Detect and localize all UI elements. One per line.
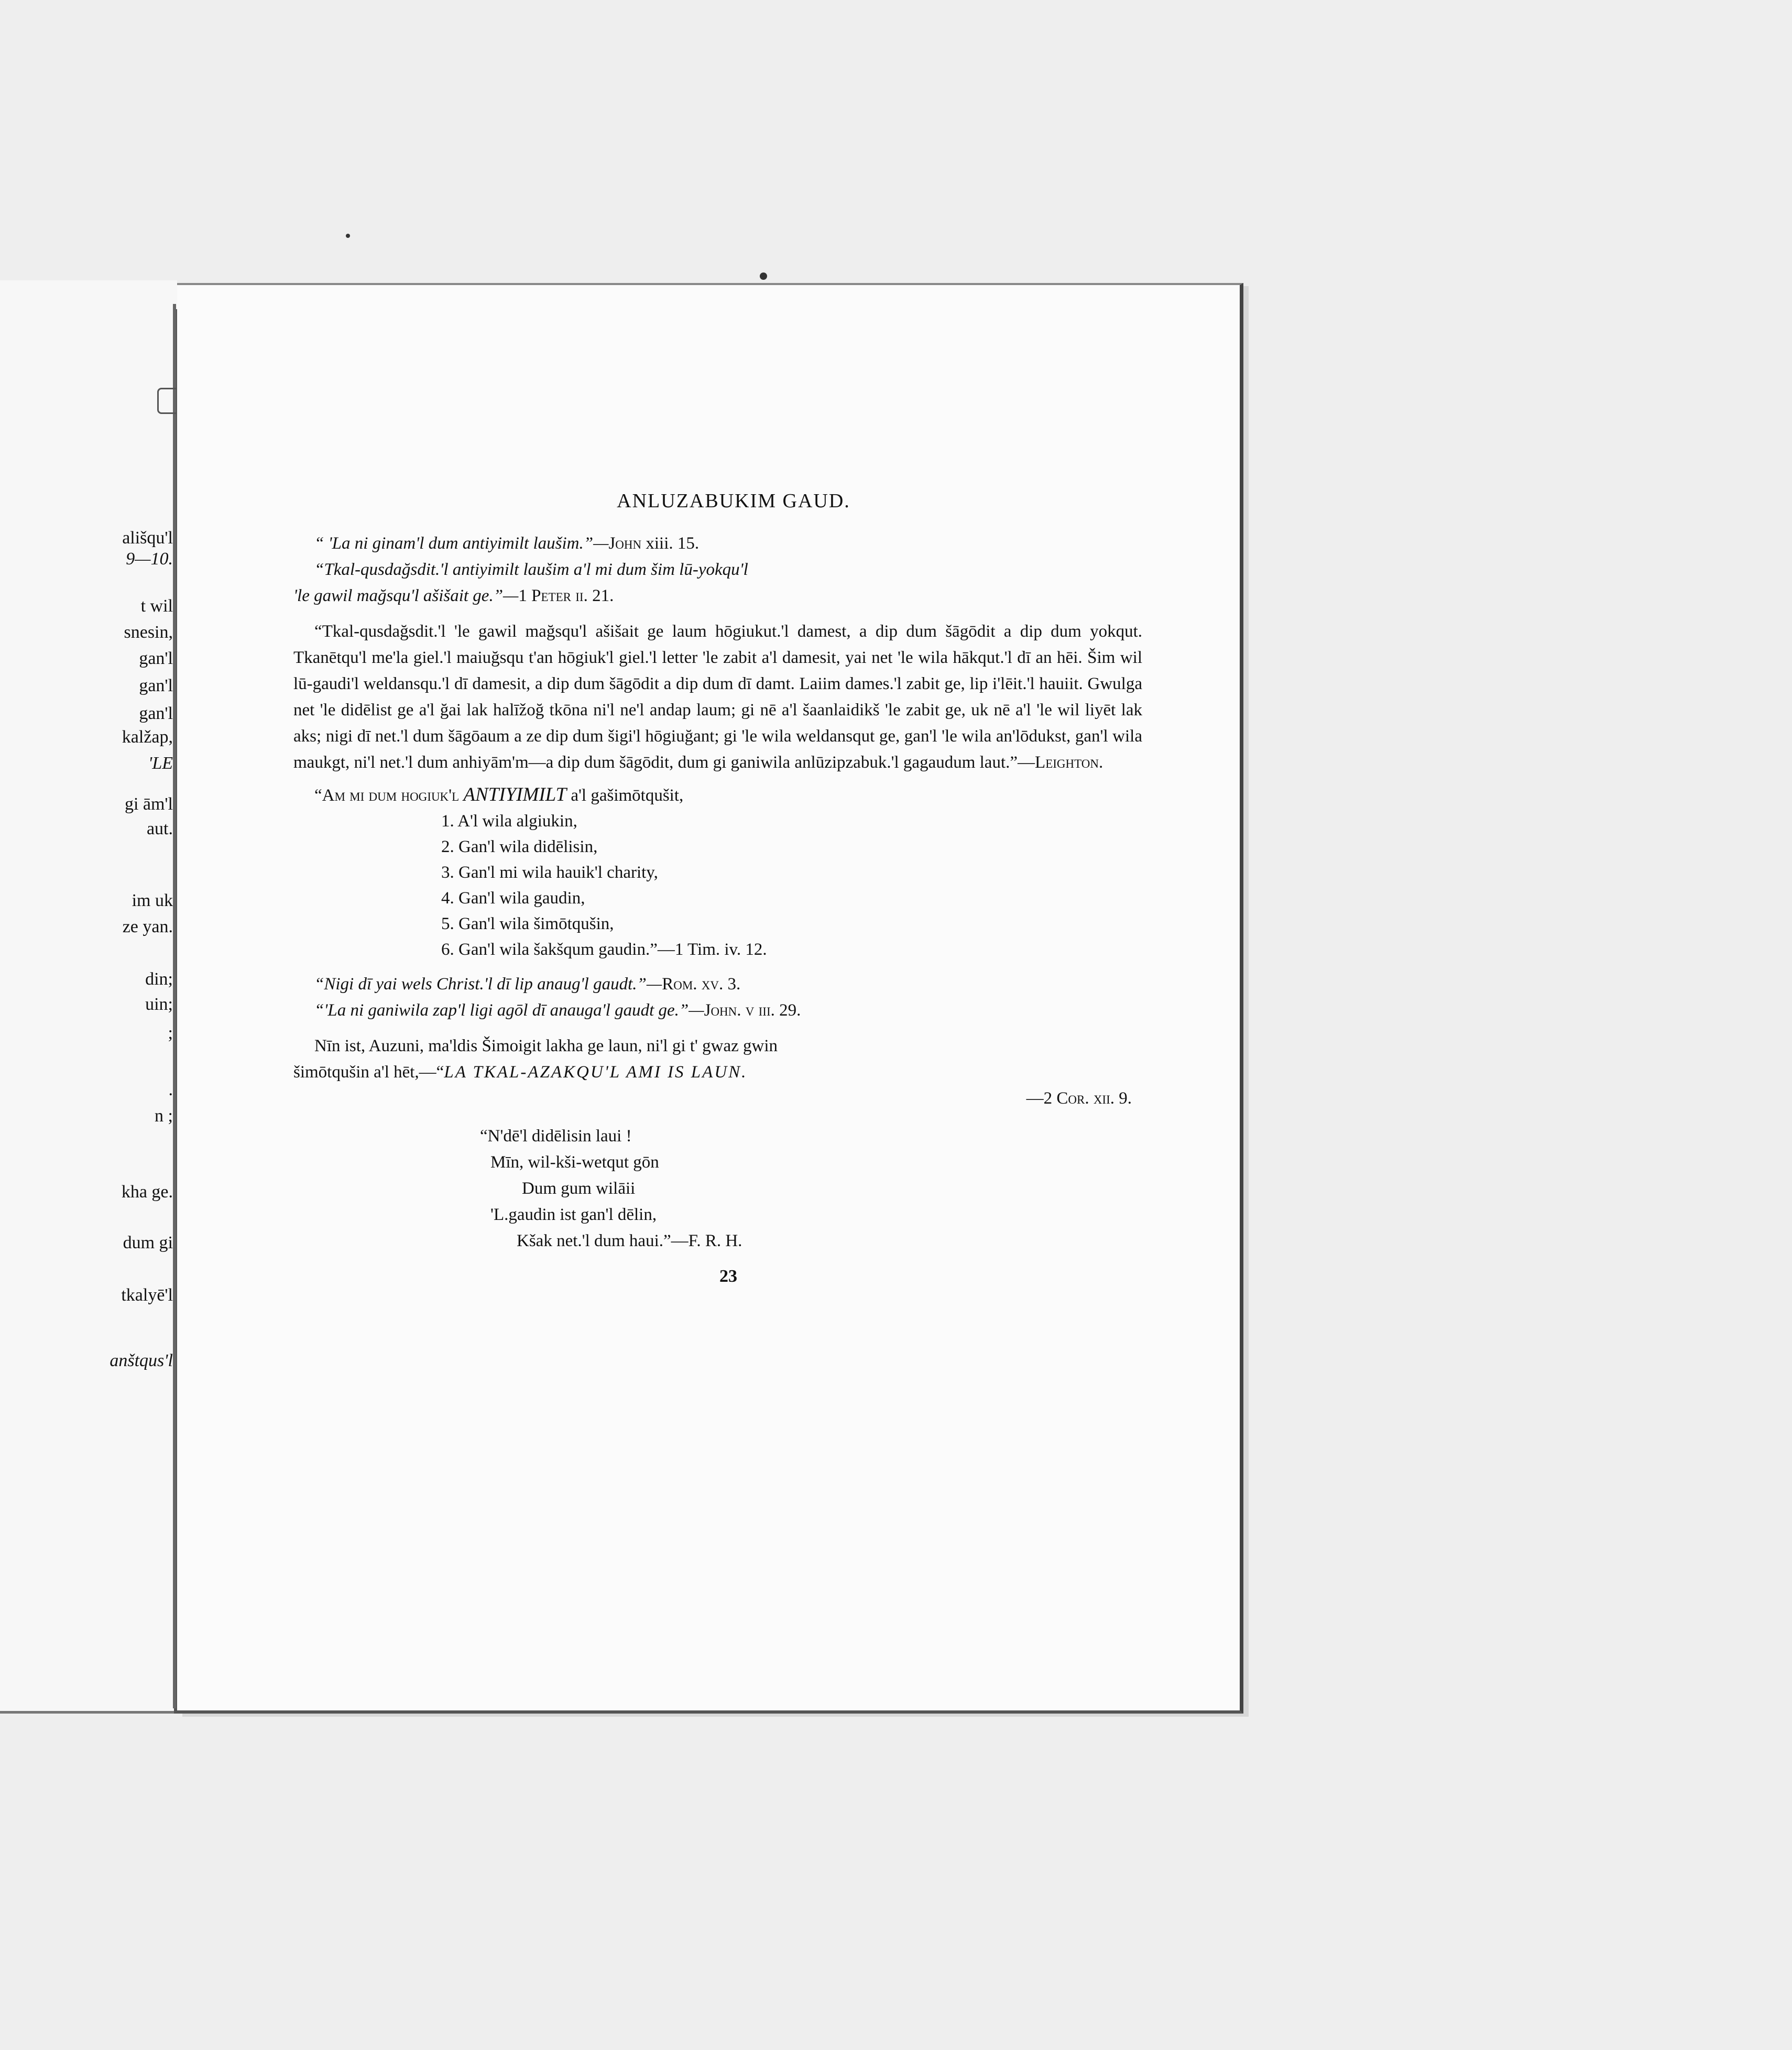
- left-page-line: snesin,: [124, 623, 173, 642]
- left-page-line: .: [168, 1080, 173, 1099]
- quote-john: [293, 997, 1142, 1023]
- epigraph-peter-text: 'le gawil mağsqu'l ašišait ge.”—: [293, 586, 519, 605]
- page-title: ANLUZABUKIM GAUD.: [617, 490, 850, 512]
- am-mi-italic: ANTIYIMILT: [463, 784, 567, 805]
- am-mi-prefix: “Am mi dum hogiuk'l: [314, 786, 464, 805]
- body-paragraph: [293, 618, 1142, 776]
- left-page-line: kha ge.: [121, 1182, 173, 1202]
- left-page-line: ze yan.: [122, 917, 173, 936]
- list-item: 6. Gan'l wila šakšqum gaudin.”—1 Tim. iv. 12.: [441, 940, 767, 959]
- body-paragraph-ref: Leighton.: [1035, 753, 1103, 772]
- left-page-line: din;: [145, 969, 173, 989]
- quote-romans-text: “Nigi dī yai wels Christ.'l dī lip anaug'l gaudt.”—: [314, 975, 662, 994]
- epigraph-john-ref: John: [608, 534, 642, 553]
- list-item: 2. Gan'l wila didēlisin,: [441, 837, 598, 856]
- list-item: 5. Gan'l wila šimōtqušin,: [441, 914, 614, 933]
- left-page-line: ;: [168, 1023, 173, 1043]
- epigraph-john: [293, 530, 1142, 557]
- poem-line: 'L.gaudin ist gan'l dēlin,: [490, 1205, 657, 1224]
- quote-romans: [293, 971, 1142, 997]
- left-page-line: dum gi: [123, 1233, 173, 1252]
- left-page-line: t wil: [140, 596, 173, 616]
- poem-line: “N'dē'l didēlisin laui !: [480, 1127, 632, 1146]
- nin-ist-line1: Nīn ist, Auzuni, ma'ldis Šimoigit lakha ge laun, ni'l gi t' gwaz gwin: [314, 1037, 778, 1055]
- left-page-line: anštqus'l: [110, 1351, 173, 1370]
- epigraph-john-ref-rest: xiii. 15.: [641, 534, 700, 553]
- left-page-line: gan'l: [139, 649, 173, 668]
- epigraph-peter-line2: [293, 583, 1142, 609]
- list-item: 4. Gan'l wila gaudin,: [441, 889, 585, 908]
- poem-line: Mīn, wil-kši-wetqut gōn: [490, 1153, 659, 1172]
- speck: [760, 272, 767, 280]
- am-mi-line: [293, 782, 1142, 809]
- epigraph-peter-ref: 1 Peter ii. 21.: [518, 586, 614, 605]
- right-page: [177, 283, 1243, 1714]
- left-page-line: uin;: [145, 995, 173, 1014]
- epigraph-peter-line1: “Tkal-qusdağsdit.'l antiyimilt laušim a'l mi dum šim lū-yokqu'l: [314, 560, 748, 579]
- list-item: 1. A'l wila algiukin,: [441, 812, 577, 831]
- left-page-line: kalžap,: [122, 727, 173, 747]
- numbered-list: [441, 809, 1142, 963]
- nin-ist-ref: —2 Cor. xii. 9.: [1026, 1089, 1132, 1108]
- page-number: 23: [719, 1267, 737, 1286]
- nin-ist-italic: LA TKAL-AZAKQU'L AMI IS LAUN.: [444, 1063, 748, 1082]
- book-spine: [173, 304, 176, 1708]
- left-page-line: gan'l: [139, 704, 173, 723]
- left-page-line: ališqu'l: [122, 528, 173, 548]
- body-paragraph-text: “Tkal-qusdağsdit.'l 'le gawil mağsqu'l ašišait ge laum hōgiukut.'l damest, a dip dum šāgōdit a dip dum yokqut. Tkanētqu'l me'la giel.'l maiuğsqu t'an hōgiuk'l giel.'l letter 'le zabit a'l damesit, yai net 'le wila hākqut.'l dī an hēi. Šim wil lū-gaudi'l weldansqu.'l dī damesit, a dip dum šāgōdit a dip dum dī damt. Laiim dames.'l zabit ge, lip i'lēit.'l hauiit. Gwulga net 'le didēlist ge a'l ğai lak halīžoğ tkōna ni'l ne'l andap laum; gi nē a'l šaanlaidikš 'le zabit ge, uk nē a'l 'le wil liyēt lak aks; nigi dī net.'l dum šāgōaum a ze dip dum šigi'l hōgiuğant; gi 'le wila weldansqut ge, gan'l 'le wila an'lōdukst, gan'l wila maukgt, ni'l net.'l dum anhiyām'm—a dip dum šāgōdit, dum gi ganiwila anlūzipzabuk.'l gagaudum laut.”—: [293, 622, 1142, 772]
- left-page-line: gan'l: [139, 676, 173, 695]
- poem: [480, 1123, 1142, 1254]
- am-mi-suffix: a'l gašimōtqušit,: [566, 786, 684, 805]
- poem-line: Kšak net.'l dum haui.”—F. R. H.: [517, 1231, 742, 1250]
- left-page-line: n ;: [155, 1106, 173, 1126]
- left-page-line: gi ām'l: [124, 794, 173, 814]
- page-content: [293, 489, 1142, 1286]
- left-page-line: 'LE: [148, 754, 173, 773]
- speck: [346, 234, 350, 238]
- nin-ist-line2: [293, 1059, 1142, 1085]
- left-page-line: im uk: [132, 891, 173, 910]
- quote-romans-ref: Rom. xv. 3.: [662, 975, 741, 994]
- epigraph-john-text: “ 'La ni ginam'l dum antiyimilt laušim.”—: [314, 534, 609, 553]
- left-page-line: aut.: [146, 819, 173, 838]
- left-page-line: tkalyē'l: [121, 1285, 173, 1305]
- quote-john-ref: John. v iii. 29.: [704, 1001, 801, 1020]
- poem-line: Dum gum wilāii: [522, 1179, 636, 1198]
- quote-john-text: “'La ni ganiwila zap'l ligi agōl dī anauga'l gaudt ge.”—: [314, 1001, 704, 1020]
- nin-ist-text: šimōtqušin a'l hēt,—“: [293, 1063, 444, 1082]
- left-page-line: 9—10.: [126, 549, 173, 569]
- list-item: 3. Gan'l mi wila hauik'l charity,: [441, 863, 658, 882]
- left-page: [0, 280, 177, 1714]
